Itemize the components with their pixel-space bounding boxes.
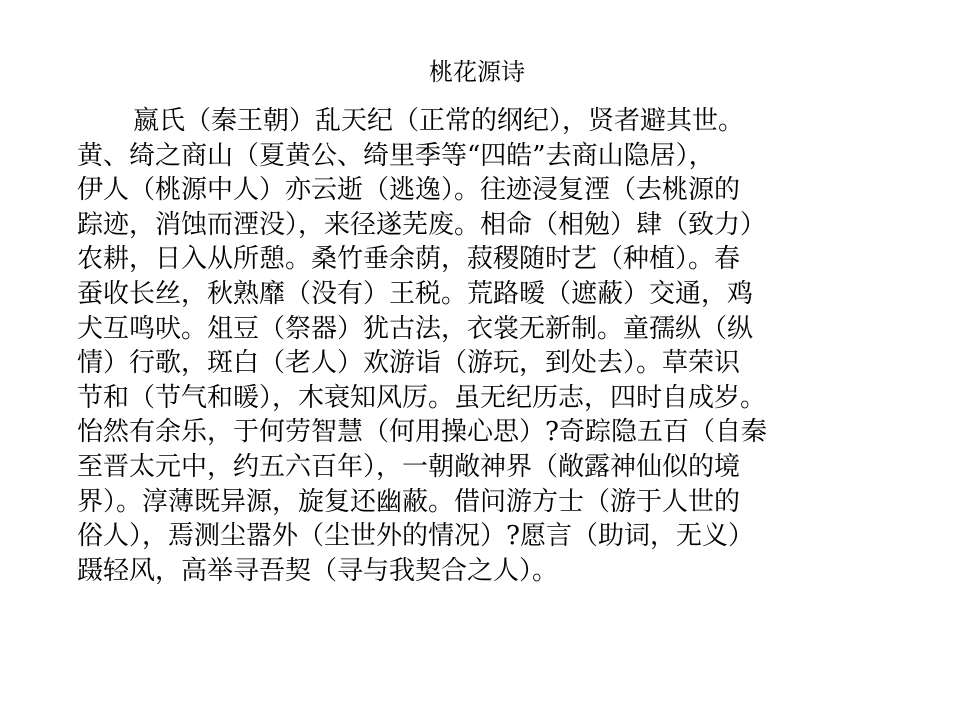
poem-line: 至晋太元中，约五六百年），一朝敞神界（敞露神仙似的境	[77, 451, 741, 482]
poem-line: 嬴氏（秦王朝）乱天纪（正常的纲纪），贤者避其世。	[133, 106, 745, 136]
poem-line: 怡然有余乐，于何劳智慧（何用操心思）?奇踪隐五百（自秦	[77, 417, 767, 448]
poem-line: 伊人（桃源中人）亦云逝（逃逸）。往迹浸复湮（去桃源的	[77, 175, 741, 206]
poem-line: 界）。淳薄既异源，旋复还幽蔽。借问游方士（游于人世的	[77, 486, 741, 517]
poem-line: 犬互鸣吠。俎豆（祭器）犹古法，衣裳无新制。童孺纵（纵	[77, 313, 754, 344]
poem-title: 桃花源诗	[429, 58, 525, 86]
poem-line: 黄、绮之商山（夏黄公、绮里季等“四皓”去商山隐居），	[77, 140, 715, 171]
poem-line: 蚕收长丝，秋熟靡（没有）王税。荒路暧（遮蔽）交通，鸡	[77, 278, 754, 309]
poem-line: 农耕，日入从所憩。桑竹垂余荫，菽稷随时艺（种植）。春	[77, 244, 741, 275]
poem-line: 俗人），焉测尘嚣外（尘世外的情况）?愿言（助词，无义）	[77, 521, 754, 552]
poem-line: 踪迹，消蚀而湮没），来径遂芜废。相命（相勉）肆（致力）	[77, 209, 767, 240]
poem-line: 情）行歌，斑白（老人）欢游诣（游玩，到处去）。草荣识	[77, 348, 741, 379]
poem-line: 蹑轻风，高举寻吾契（寻与我契合之人）。	[77, 555, 559, 586]
poem-line: 节和（节气和暖），木衰知风厉。虽无纪历志，四时自成岁。	[77, 382, 767, 413]
poem-body	[77, 104, 897, 588]
